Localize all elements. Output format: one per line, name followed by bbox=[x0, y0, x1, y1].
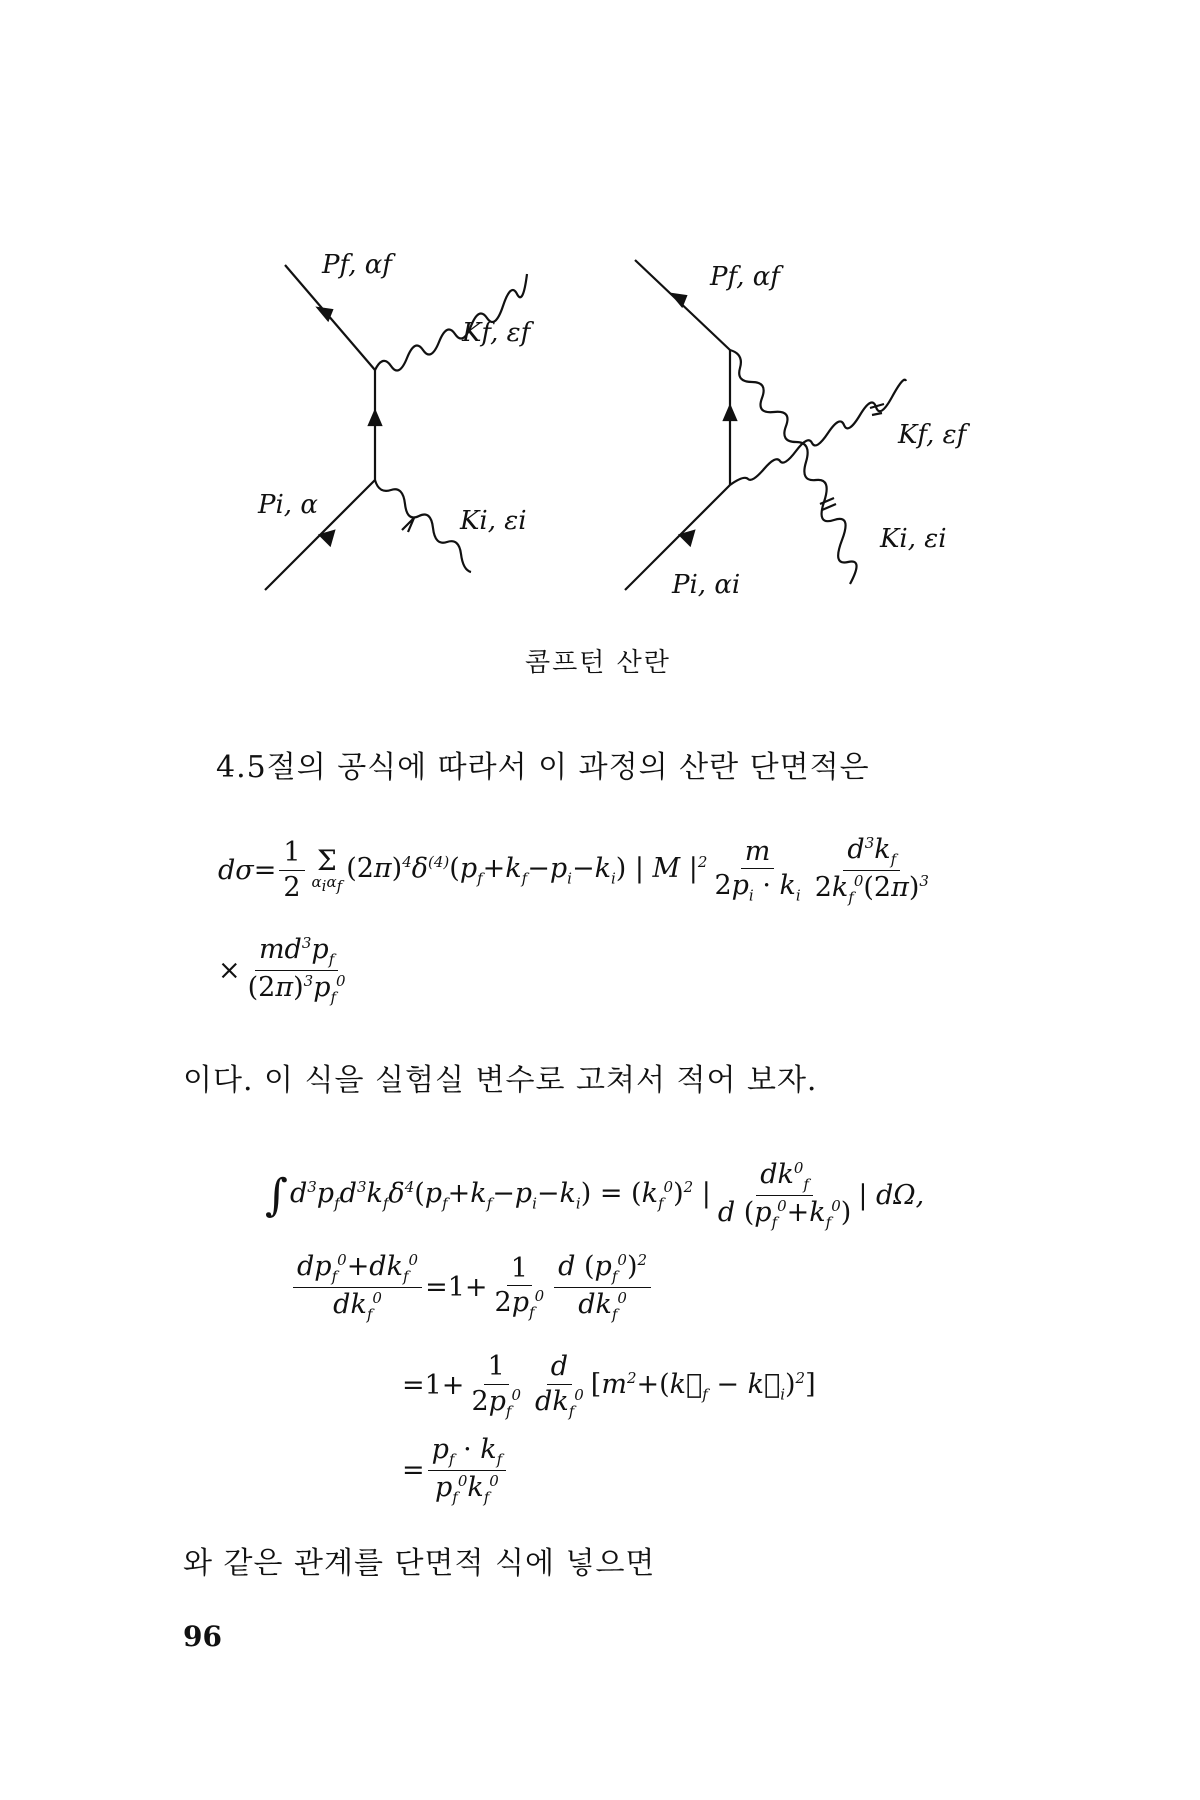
left-pf-label: Pf, αf bbox=[322, 250, 392, 280]
right-pf-label: Pf, αf bbox=[710, 262, 780, 292]
right-ki-label: Ki, εi bbox=[880, 524, 947, 554]
left-diagram bbox=[265, 265, 527, 590]
equation-derivative-result: = $\frac{p_f \cdot k_f}{p_f^0k_f^0}$ bbox=[402, 1435, 509, 1506]
right-kf-label: Kf, εf bbox=[898, 420, 967, 450]
paragraph-2: 이다. 이 식을 실험실 변수로 고쳐서 적어 보자. bbox=[183, 1063, 818, 1098]
left-kf-label: Kf, εf bbox=[462, 318, 531, 348]
right-diagram bbox=[625, 260, 906, 590]
right-propagator-arrow-icon bbox=[724, 406, 736, 420]
page-number: 96 bbox=[183, 1620, 222, 1653]
left-ki-arrow-icon bbox=[402, 518, 414, 532]
left-ki-label: Ki, εi bbox=[460, 506, 527, 536]
left-outgoing-arrow-icon bbox=[318, 308, 332, 320]
equation-integral: ∫ $d^3p_fd^3k_f\delta^4(p_f+k_f-p_i-k_i) = (k_f^0)^2$ | $\frac{dk^0_f}{d (p_f^0+k_f^0)}$ | dΩ, bbox=[265, 1159, 925, 1232]
equation-derivative-step2: =1+ $\frac{1}{2p_f^0}$ $\frac{d}{dk_f^0}$ [$m^2+(k⃗_f$ − $k⃗_i)^2$] bbox=[402, 1351, 816, 1421]
paragraph-3: 와 같은 관계를 단면적 식에 넣으면 bbox=[183, 1546, 656, 1581]
compton-feynman-diagrams bbox=[0, 0, 1200, 640]
equation-cross-section-cont: × $\frac{md^3p_f}{(2\pi)^3p_f^0}$ bbox=[218, 934, 346, 1007]
paragraph-1: 4.5절의 공식에 따라서 이 과정의 산란 단면적은 bbox=[216, 750, 870, 785]
right-outgoing-arrow-icon bbox=[672, 294, 686, 306]
right-ki-photon-wavy bbox=[730, 350, 857, 584]
equation-derivative: $\frac{dp_f^0+dk_f^0}{dk_f^0}$ =1+ $\frac{1}{2p_f^0}$ $\frac{d (p_f^0)^2}{dk_f^0}$ bbox=[290, 1252, 654, 1323]
right-kf-photon-wavy bbox=[730, 380, 906, 485]
left-incoming-photon-wavy bbox=[375, 480, 471, 572]
right-pi-label: Pi, αi bbox=[672, 570, 741, 600]
left-pi-label: Pi, α bbox=[258, 490, 318, 520]
left-propagator-arrow-icon bbox=[369, 411, 381, 425]
equation-cross-section: dσ= $\frac{1}{2}$ Σ $\alpha_i\alpha_f$ $(2\pi)^4\delta^{(4)}(p_f+k_f-p_i-k_i)$ | M $|^2$ $\frac{m}{2p_i \cdot k_i}$ $\frac{d^3k_f}{2k_f^0(2\pi)^3}$ bbox=[218, 834, 929, 907]
figure-caption: 콤프턴 산란 bbox=[525, 648, 671, 678]
